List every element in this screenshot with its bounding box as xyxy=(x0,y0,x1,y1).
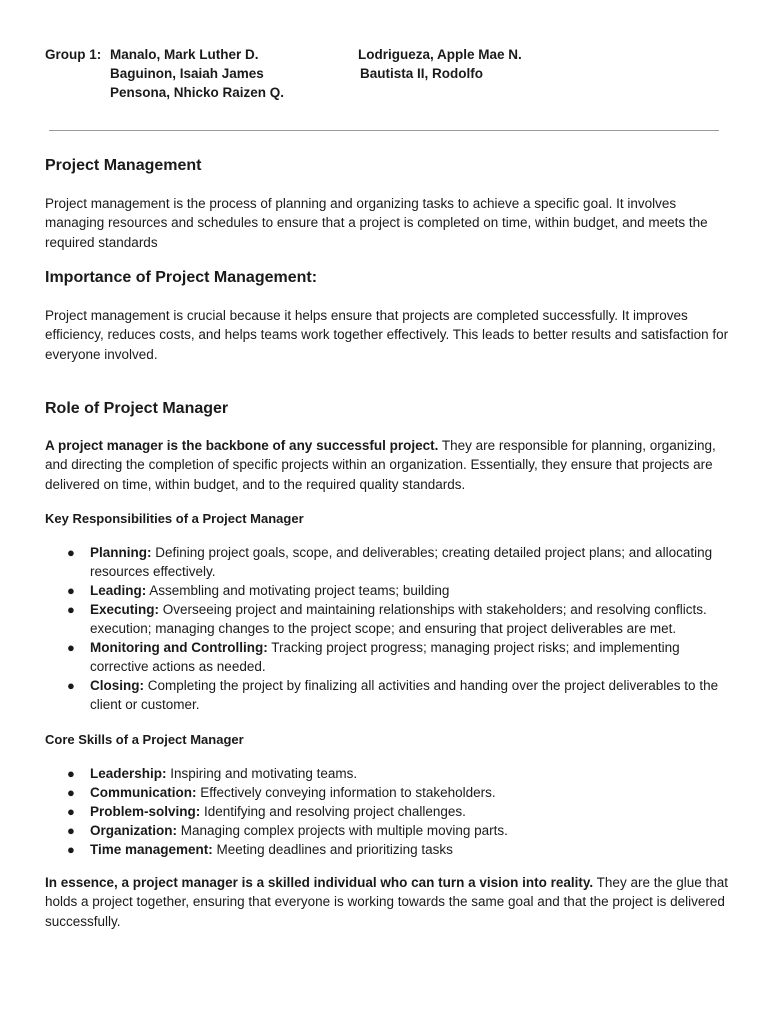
list-item-term: Communication: xyxy=(90,785,197,800)
list-item-text: Inspiring and motivating teams. xyxy=(166,766,358,781)
skills-list xyxy=(45,764,735,859)
list-item xyxy=(45,802,735,821)
list-item xyxy=(45,581,735,600)
list-item xyxy=(45,676,735,714)
role-intro-bold: A project manager is the backbone of any successful project. xyxy=(45,438,439,453)
list-item-term: Monitoring and Controlling: xyxy=(90,640,268,655)
list-item-text: Completing the project by finalizing all activities and handing over the project deliverables to the client or customer. xyxy=(90,678,719,712)
list-item xyxy=(45,783,735,802)
list-item xyxy=(45,764,735,783)
list-item-text: Overseeing project and maintaining relationships with stakeholders; and resolving conflicts. execution; managing changes to the project scope; and ensuring that project deliverables are met. xyxy=(90,602,707,636)
bullet-icon: ● xyxy=(67,766,75,781)
list-item-text: Tracking project progress; managing project risks; and implementing corrective actions as needed. xyxy=(90,640,680,674)
list-item-term: Planning: xyxy=(90,545,152,560)
group-label: Group 1: xyxy=(45,47,102,62)
essence-text: They are the glue that holds a project together, ensuring that everyone is working towards the same goal and that the project is delivered successfully. xyxy=(45,875,729,929)
essence-bold: In essence, a project manager is a skilled individual who can turn a vision into reality. xyxy=(45,875,594,890)
list-item-text: Assembling and motivating project teams; building xyxy=(146,583,450,598)
role-intro-text: They are responsible for planning, organizing, and directing the completion of specific projects within an organization. Essentially, they ensure that projects are delivered on time, within budget, and to the required quality standards. xyxy=(45,438,716,492)
role-intro-paragraph xyxy=(45,436,735,494)
importance-paragraph: Project management is crucial because it helps ensure that projects are completed successfully. It improves efficiency, reduces costs, and helps teams work together effectively. This leads to better results and satisfaction for everyone involved. xyxy=(45,308,729,362)
subheading-core-skills: Core Skills of a Project Manager xyxy=(45,732,244,747)
bullet-icon: ● xyxy=(67,583,75,598)
member-name: Manalo, Mark Luther D. xyxy=(110,47,259,62)
section-title-project-management: Project Management xyxy=(45,157,202,174)
project-management-paragraph: Project management is the process of planning and organizing tasks to achieve a specific goal. It involves managing resources and schedules to ensure that a project is completed on time, within budget, and meets the required standards xyxy=(45,196,708,250)
section-title-role: Role of Project Manager xyxy=(45,400,229,417)
bullet-icon: ● xyxy=(67,785,75,800)
list-item-term: Problem-solving: xyxy=(90,804,201,819)
list-item-text: Managing complex projects with multiple moving parts. xyxy=(177,823,508,838)
list-item-text: Identifying and resolving project challenges. xyxy=(200,804,466,819)
bullet-icon: ● xyxy=(67,640,75,655)
bullet-icon: ● xyxy=(67,823,75,838)
list-item-term: Leading: xyxy=(90,583,147,598)
list-item-text: Defining project goals, scope, and deliverables; creating detailed project plans; and allocating resources effectively. xyxy=(90,545,713,579)
responsibilities-list xyxy=(45,543,735,714)
list-item xyxy=(45,600,735,638)
member-name: Pensona, Nhicko Raizen Q. xyxy=(110,85,285,100)
bullet-icon: ● xyxy=(67,602,75,617)
list-item-text: Effectively conveying information to stakeholders. xyxy=(196,785,496,800)
list-item-term: Time management: xyxy=(90,842,213,857)
member-name: Baguinon, Isaiah James xyxy=(110,66,264,81)
list-item-text: Meeting deadlines and prioritizing tasks xyxy=(212,842,453,857)
list-item-term: Closing: xyxy=(90,678,144,693)
list-item-term: Organization: xyxy=(90,823,177,838)
list-item-term: Executing: xyxy=(90,602,160,617)
list-item-term: Leadership: xyxy=(90,766,167,781)
list-item xyxy=(45,840,735,859)
subheading-key-responsibilities: Key Responsibilities of a Project Manager xyxy=(45,511,304,526)
member-name: Bautista II, Rodolfo xyxy=(360,66,483,81)
member-name: Lodrigueza, Apple Mae N. xyxy=(358,47,522,62)
essence-paragraph xyxy=(45,873,735,931)
bullet-icon: ● xyxy=(67,545,75,560)
horizontal-divider xyxy=(49,130,719,131)
bullet-icon: ● xyxy=(67,842,75,857)
list-item xyxy=(45,543,735,581)
bullet-icon: ● xyxy=(67,678,75,693)
list-item xyxy=(45,638,735,676)
list-item xyxy=(45,821,735,840)
bullet-icon: ● xyxy=(67,804,75,819)
section-title-importance: Importance of Project Management: xyxy=(45,269,318,286)
